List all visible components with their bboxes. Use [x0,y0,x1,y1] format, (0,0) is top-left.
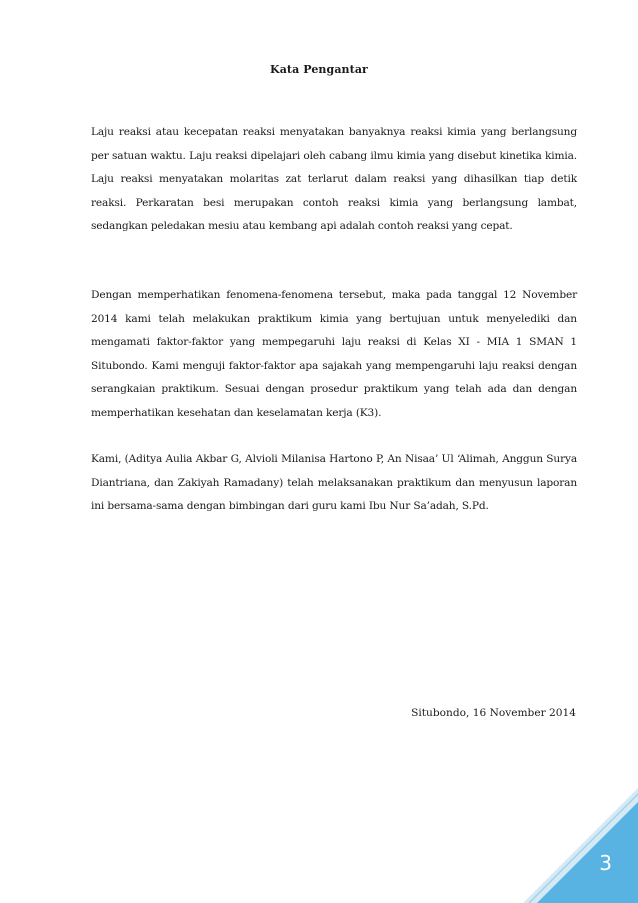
paragraph-experiment: Dengan memperhatikan fenomena-fenomena tersebut, maka pada tanggal 12 November 2014 kami telah melakukan praktikum kimia yang bertujuan untuk menyelediki dan mengamati faktor-faktor yang mempegaruhi laju reaksi di Kelas XI - MIA 1 SMAN 1 Situbondo. Kami menguji faktor-faktor apa sajakah yang mempengaruhi laju reaksi dengan serangkaian praktikum. Sesuai dengan prosedur praktikum yang telah ada dan dengan memperhatikan kesehatan dan keselamatan kerja (K3). [91,289,577,419]
page-number: 3 [599,851,612,875]
paragraph-intro: Laju reaksi atau kecepatan reaksi menyatakan banyaknya reaksi kimia yang berlangsung per satuan waktu. Laju reaksi dipelajari oleh cabang ilmu kimia yang disebut kinetika kimia. Laju reaksi menyatakan molaritas zat terlarut dalam reaksi yang dihasilkan tiap detik reaksi. Perkaratan besi merupakan contoh reaksi kimia yang berlangsung lambat, sedangkan peledakan mesiu atau kembang api adalah contoh reaksi yang cepat. [91,126,577,233]
corner-dark-shape [537,802,638,903]
paragraph-authors: Kami, (Aditya Aulia Akbar G, Alvioli Milanisa Hartono P, An Nisaa’ Ul ‘Alimah, Anggun Surya Diantriana, dan Zakiyah Ramadany) telah melaksanakan praktikum dan menyusun laporan ini bersama-sama dengan bimbingan dari guru kami Ibu Nur Sa’adah, S.Pd. [91,453,577,513]
page-title: Kata Pengantar [270,63,368,76]
place-date-signature: Situbondo, 16 November 2014 [411,707,576,719]
page-corner-decoration [523,788,638,903]
